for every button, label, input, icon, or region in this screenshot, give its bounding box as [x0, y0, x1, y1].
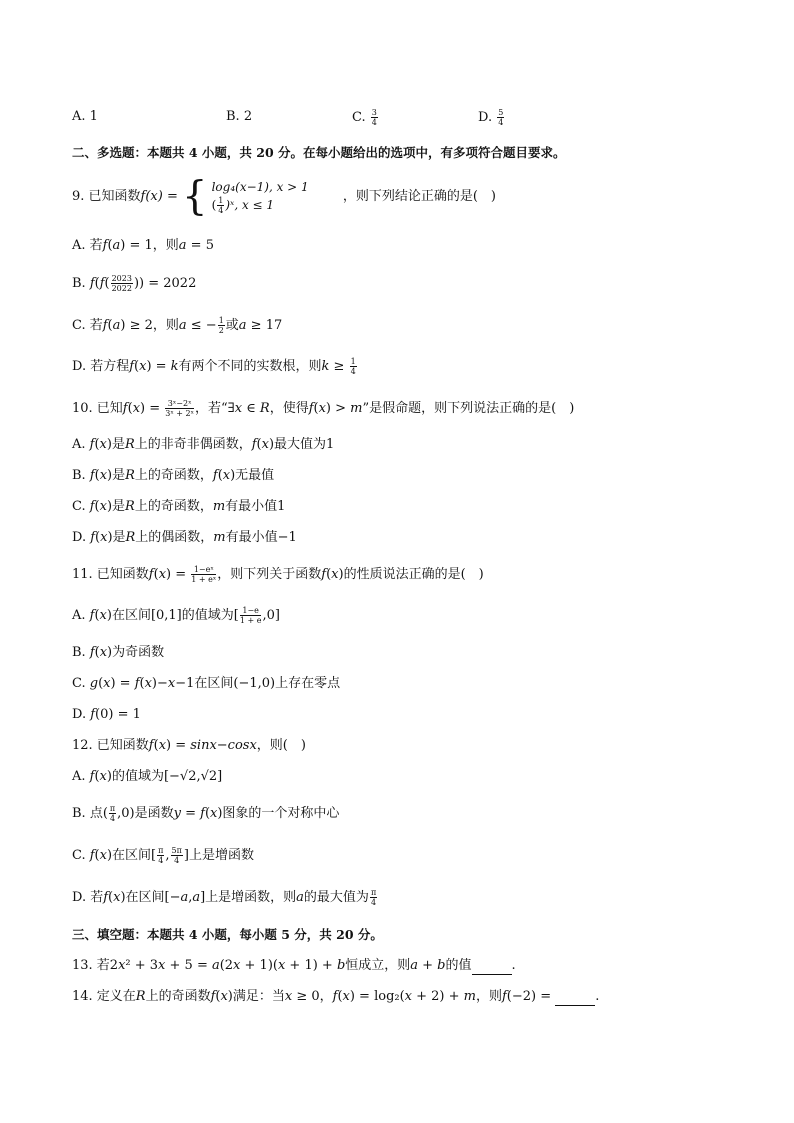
section-3-header: 三、填空题：本题共 4 小题，每小题 5 分，共 20 分。	[72, 927, 383, 942]
answer-blank[interactable]	[555, 993, 595, 1006]
option-b	[226, 108, 252, 126]
case-2-rest: )ˣ, x ≤ 1	[225, 198, 275, 212]
fraction-denominator: 1 + e	[239, 616, 262, 625]
fraction-numerator: 1−eˣ	[191, 565, 216, 575]
q12-option-a: A. 𝑓(𝑥)的值域为[−√2,√2]	[72, 769, 223, 784]
fraction-numerator: π	[370, 888, 377, 897]
question-9-stem: 9. 已知函数f(x) = { log₄(x−1), x > 1 ( $\frac{1}{4}$ )ˣ, x ≤ 1 ，则下列结论正确的是( )	[72, 173, 496, 220]
q12-b-pre: B. 点(	[72, 806, 108, 821]
q9-b-post: )) = 2022	[133, 276, 197, 291]
section-2-header: 二、多选题：本题共 4 小题，共 20 分。在每小题给出的选项中，有多项符合题目要求。	[72, 145, 566, 160]
question-11-stem	[72, 565, 484, 584]
option-c-fraction	[371, 108, 378, 127]
q11-option-d: D. 𝑓(0) = 1	[72, 707, 141, 722]
q13-end: .	[511, 958, 516, 973]
option-c-label: C.	[352, 110, 366, 125]
q14-end: .	[595, 989, 600, 1004]
question-12-stem: 12. 已知函数𝑓(𝑥) = 𝑠𝑖𝑛𝑥−𝑐𝑜𝑠𝑥，则( )	[72, 738, 306, 753]
option-d-label: D.	[478, 110, 493, 125]
q10-prefix: 10. 已知𝑓(𝑥) =	[72, 401, 165, 416]
option-a-text: A. 1	[72, 109, 98, 124]
fraction-numerator: 3	[371, 108, 377, 117]
option-d	[478, 108, 505, 127]
left-brace-icon: {	[182, 173, 208, 220]
fraction-numerator: 1	[218, 196, 224, 205]
option-d-fraction	[497, 108, 504, 127]
question-14	[72, 988, 599, 1006]
q9-b-pre: B. 𝑓(𝑓(	[72, 276, 110, 291]
q11-prefix: 11. 已知函数𝑓(𝑥) =	[72, 567, 191, 582]
q11-suffix: ，则下列关于函数𝑓(𝑥)的性质说法正确的是( )	[217, 567, 484, 582]
fraction-denominator: 4	[174, 856, 180, 865]
q12-c-post: ]上是增函数	[183, 848, 254, 863]
q11-a-pre: A. 𝑓(𝑥)在区间[0,1]的值域为[	[72, 608, 239, 623]
fraction-denominator: 1 + eˣ	[191, 575, 217, 584]
q9-option-b	[72, 274, 196, 293]
q9-prefix: 9. 已知函数	[72, 189, 141, 204]
q9-suffix: ，则下列结论正确的是( )	[342, 189, 496, 204]
fraction-numerator: 3ˣ−2ˣ	[165, 399, 194, 409]
answer-blank[interactable]	[472, 962, 512, 975]
q10-option-d: D. 𝑓(𝑥)是𝑅上的偶函数，𝑚有最小值−1	[72, 530, 297, 545]
q9-option-a: A. 若𝑓(𝑎) = 1，则𝑎 = 5	[72, 238, 214, 253]
q10-option-a: A. 𝑓(𝑥)是𝑅上的非奇非偶函数，𝑓(𝑥)最大值为1	[72, 437, 335, 452]
fraction-denominator: 2022	[111, 284, 132, 293]
fraction-numerator: 1	[218, 316, 224, 325]
piecewise-cases	[212, 178, 309, 215]
option-c	[352, 108, 379, 127]
fraction-denominator: 4	[371, 898, 377, 907]
q12-b-post: ,0)是函数𝑦 = 𝑓(𝑥)图象的一个对称中心	[117, 806, 340, 821]
q11-option-b: B. 𝑓(𝑥)为奇函数	[72, 645, 165, 660]
fraction-denominator: 2	[218, 326, 224, 335]
fraction-denominator: 4	[350, 367, 356, 376]
q11-option-a	[72, 606, 280, 625]
case-2-open: (	[211, 198, 217, 212]
option-b-text: B. 2	[226, 109, 253, 124]
q11-a-post: ,0]	[262, 608, 280, 623]
q9-c-post: 或𝑎 ≥ 17	[225, 318, 283, 333]
q12-option-b	[72, 804, 339, 823]
q11-option-c: C. 𝑔(𝑥) = 𝑓(𝑥)−𝑥−1在区间(−1,0)上存在零点	[72, 676, 341, 691]
fraction-denominator: 4	[109, 814, 116, 823]
q12-option-d	[72, 888, 378, 907]
fraction-numerator: 5	[498, 108, 504, 117]
fraction-denominator: 4	[218, 206, 224, 215]
fraction-denominator: 3ˣ + 2ˣ	[165, 409, 195, 418]
fraction-numerator: 5π	[171, 846, 182, 855]
q12-c-sep: ,	[165, 848, 170, 863]
fraction-numerator: π	[109, 804, 116, 813]
fraction-numerator: 1−e	[240, 606, 262, 616]
q10-suffix: ，若“∃𝑥 ∈ 𝑅，使得𝑓(𝑥) > 𝑚”是假命题，则下列说法正确的是( )	[195, 401, 575, 416]
question-13	[72, 957, 516, 975]
case-1: log₄(x−1), x > 1	[211, 180, 309, 194]
fraction-numerator: π	[158, 846, 164, 855]
fraction-denominator: 4	[498, 118, 504, 127]
fraction-denominator: 4	[158, 856, 164, 865]
fraction-numerator: 2023	[111, 274, 132, 283]
question-10-stem	[72, 399, 574, 418]
q13-text: 13. 若2𝑥² + 3𝑥 + 5 = 𝑎(2𝑥 + 1)(𝑥 + 1) + 𝑏恒成立，则𝑎 + 𝑏的值	[72, 958, 472, 973]
q9-option-d	[72, 357, 358, 376]
q9-d-pre: D. 若方程𝑓(𝑥) = 𝑘有两个不同的实数根，则𝑘 ≥	[72, 359, 349, 374]
q9-option-c	[72, 316, 282, 335]
q10-option-b: B. 𝑓(𝑥)是𝑅上的奇函数，𝑓(𝑥)无最值	[72, 468, 275, 483]
fraction-numerator: 1	[350, 357, 356, 366]
q12-option-c	[72, 846, 254, 865]
q14-text: 14. 定义在𝑅上的奇函数𝑓(𝑥)满足：当𝑥 ≥ 0，𝑓(𝑥) = log₂(𝑥 + 2) + 𝑚，则𝑓(−2) =	[72, 989, 556, 1004]
q12-c-pre: C. 𝑓(𝑥)在区间[	[72, 848, 157, 863]
q10-option-c: C. 𝑓(𝑥)是𝑅上的奇函数，𝑚有最小值1	[72, 499, 286, 514]
fraction-denominator: 4	[371, 118, 377, 127]
piecewise-function	[182, 173, 309, 220]
q9-c-pre: C. 若𝑓(𝑎) ≥ 2，则𝑎 ≤ −	[72, 318, 217, 333]
option-a	[72, 108, 98, 126]
case-2	[212, 196, 309, 215]
q12-d-pre: D. 若𝑓(𝑥)在区间[−𝑎,𝑎]上是增函数，则𝑎的最大值为	[72, 890, 369, 905]
